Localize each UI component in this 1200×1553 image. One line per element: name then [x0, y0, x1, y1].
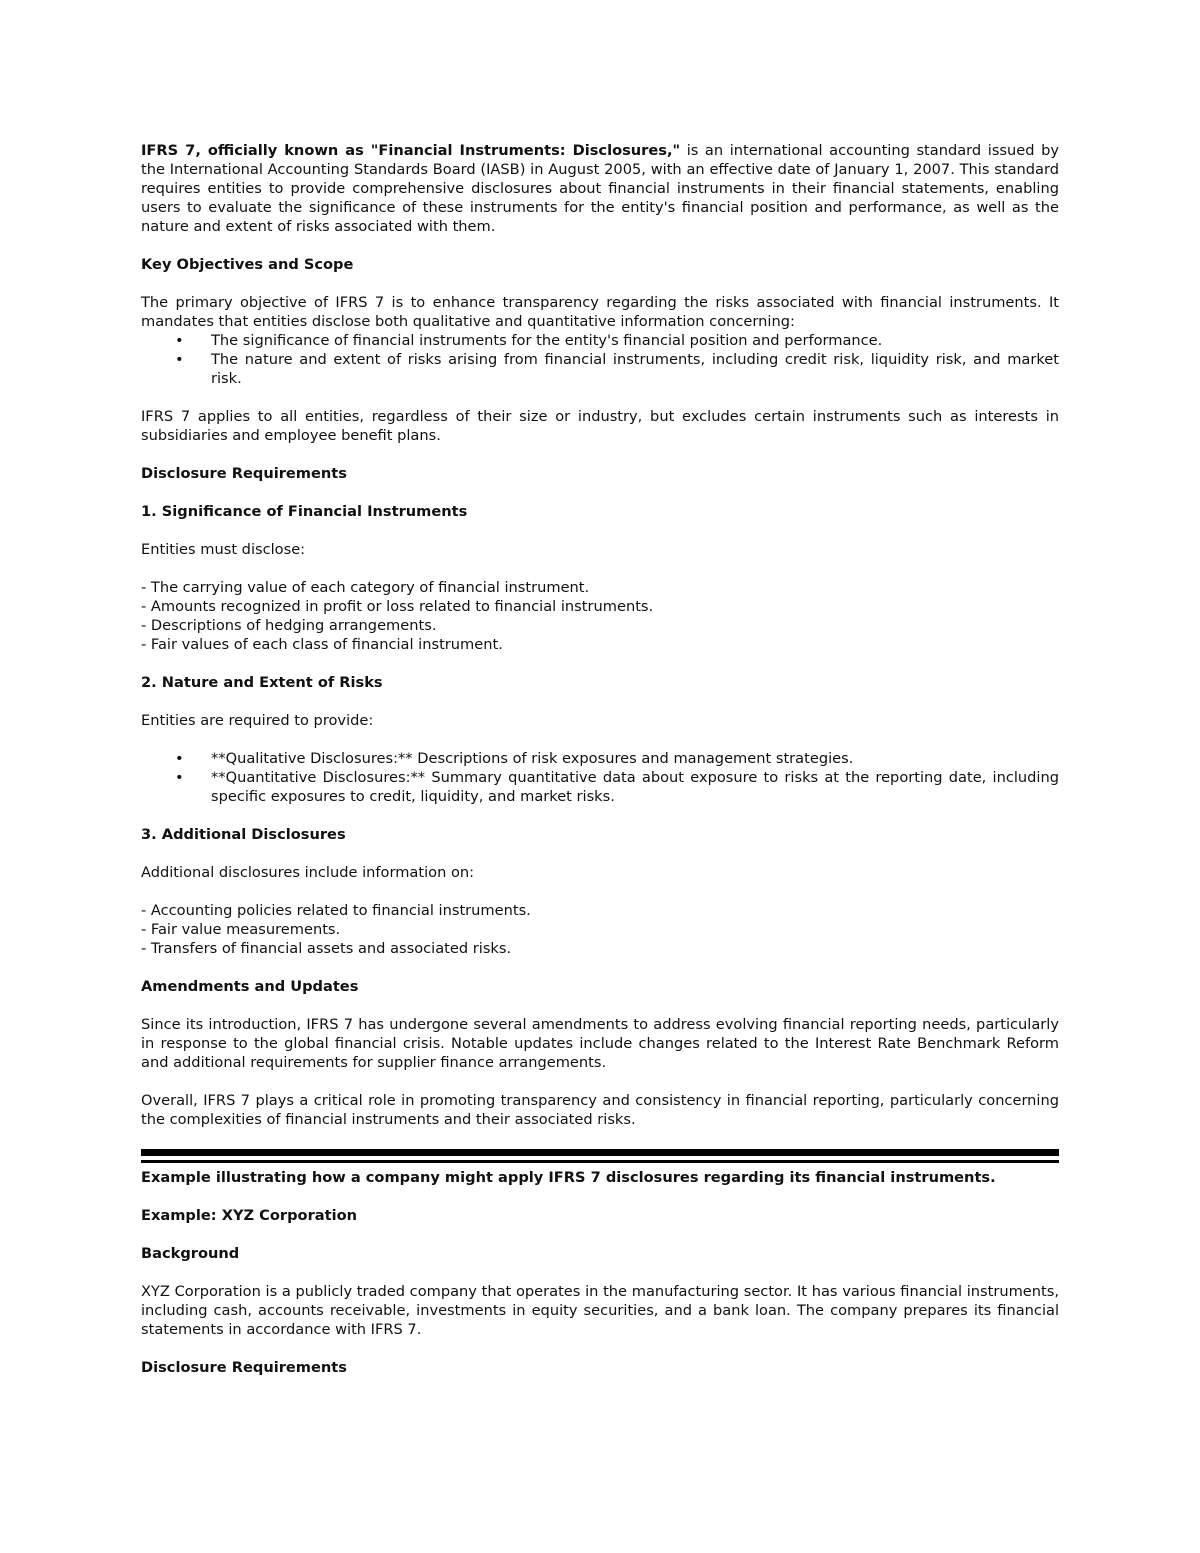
- section-2-intro: Entities are required to provide:: [141, 712, 374, 729]
- intro-text: is an international accounting standard issued by the International Accounting Standards Board (IASB) in August 2005, with an effective date of January 1, 2007. This standard requires entities to provide comprehensive disclosures about financial instruments in their financial statements, enabling users to evaluate the significance of these instruments for the entity's financial position and performance, as well as the nature and extent of risks associated with them.: [141, 142, 1060, 235]
- section-3-intro: Additional disclosures include information on:: [141, 864, 475, 881]
- objectives-paragraph: The primary objective of IFRS 7 is to enhance transparency regarding the risks associated with financial instruments. It mandates that entities disclose both qualitative and quantitative information concerning:: [141, 294, 1059, 330]
- document-body: [141, 141, 1059, 1396]
- list-item-text: The significance of financial instruments for the entity's financial position and performance.: [211, 332, 883, 349]
- section-3-list: [141, 901, 1059, 958]
- bullet-icon: •: [175, 351, 184, 368]
- horizontal-divider: [141, 1149, 1059, 1163]
- intro-bold-lead: IFRS 7, officially known as "Financial Instruments: Disclosures,": [141, 142, 681, 159]
- heading-section-1: 1. Significance of Financial Instruments: [141, 503, 468, 520]
- example-name: Example: XYZ Corporation: [141, 1207, 358, 1224]
- scope-paragraph: IFRS 7 applies to all entities, regardless of their size or industry, but excludes certain instruments such as interests in subsidiaries and employee benefit plans.: [141, 408, 1059, 444]
- section-1-intro: Entities must disclose:: [141, 541, 306, 558]
- list-item-text: **Qualitative Disclosures:** Descriptions of risk exposures and management strategies.: [211, 750, 854, 767]
- bullet-icon: •: [175, 750, 184, 767]
- list-item: - Accounting policies related to financial instruments.: [141, 902, 531, 919]
- list-item: - The carrying value of each category of financial instrument.: [141, 579, 590, 596]
- list-item: - Fair values of each class of financial instrument.: [141, 636, 503, 653]
- list-item-text: The nature and extent of risks arising from financial instruments, including credit risk, liquidity risk, and market risk.: [211, 351, 1059, 387]
- background-paragraph: XYZ Corporation is a publicly traded company that operates in the manufacturing sector. It has various financial instruments, including cash, accounts receivable, investments in equity securities, and a bank loan. The company prepares its financial statements in accordance with IFRS 7.: [141, 1283, 1059, 1338]
- example-title: Example illustrating how a company might apply IFRS 7 disclosures regarding its financial instruments.: [141, 1169, 996, 1186]
- list-item: - Descriptions of hedging arrangements.: [141, 617, 437, 634]
- section-2-bullet-list: [141, 749, 1059, 806]
- section-1-list: [141, 578, 1059, 654]
- heading-section-3: 3. Additional Disclosures: [141, 826, 346, 843]
- list-item: - Transfers of financial assets and associated risks.: [141, 940, 512, 957]
- bullet-icon: •: [175, 332, 184, 349]
- heading-example-disclosure-requirements: Disclosure Requirements: [141, 1359, 347, 1376]
- heading-background: Background: [141, 1245, 240, 1262]
- heading-key-objectives: Key Objectives and Scope: [141, 256, 354, 273]
- list-item: [141, 350, 1059, 388]
- list-item: [141, 749, 1059, 768]
- amendments-paragraph-1: Since its introduction, IFRS 7 has undergone several amendments to address evolving financial reporting needs, particularly in response to the global financial crisis. Notable updates include changes related to the Interest Rate Benchmark Reform and additional requirements for supplier finance arrangements.: [141, 1016, 1059, 1071]
- heading-disclosure-requirements: Disclosure Requirements: [141, 465, 347, 482]
- bullet-icon: •: [175, 769, 184, 786]
- intro-paragraph: [141, 141, 1059, 236]
- list-item: - Fair value measurements.: [141, 921, 341, 938]
- heading-amendments: Amendments and Updates: [141, 978, 359, 995]
- heading-section-2: 2. Nature and Extent of Risks: [141, 674, 383, 691]
- list-item: [141, 768, 1059, 806]
- objectives-bullet-list: [141, 331, 1059, 388]
- list-item: [141, 331, 1059, 350]
- list-item: - Amounts recognized in profit or loss related to financial instruments.: [141, 598, 654, 615]
- list-item-text: **Quantitative Disclosures:** Summary quantitative data about exposure to risks at the reporting date, including specific exposures to credit, liquidity, and market risks.: [211, 769, 1059, 805]
- amendments-paragraph-2: Overall, IFRS 7 plays a critical role in promoting transparency and consistency in financial reporting, particularly concerning the complexities of financial instruments and their associated risks.: [141, 1092, 1059, 1128]
